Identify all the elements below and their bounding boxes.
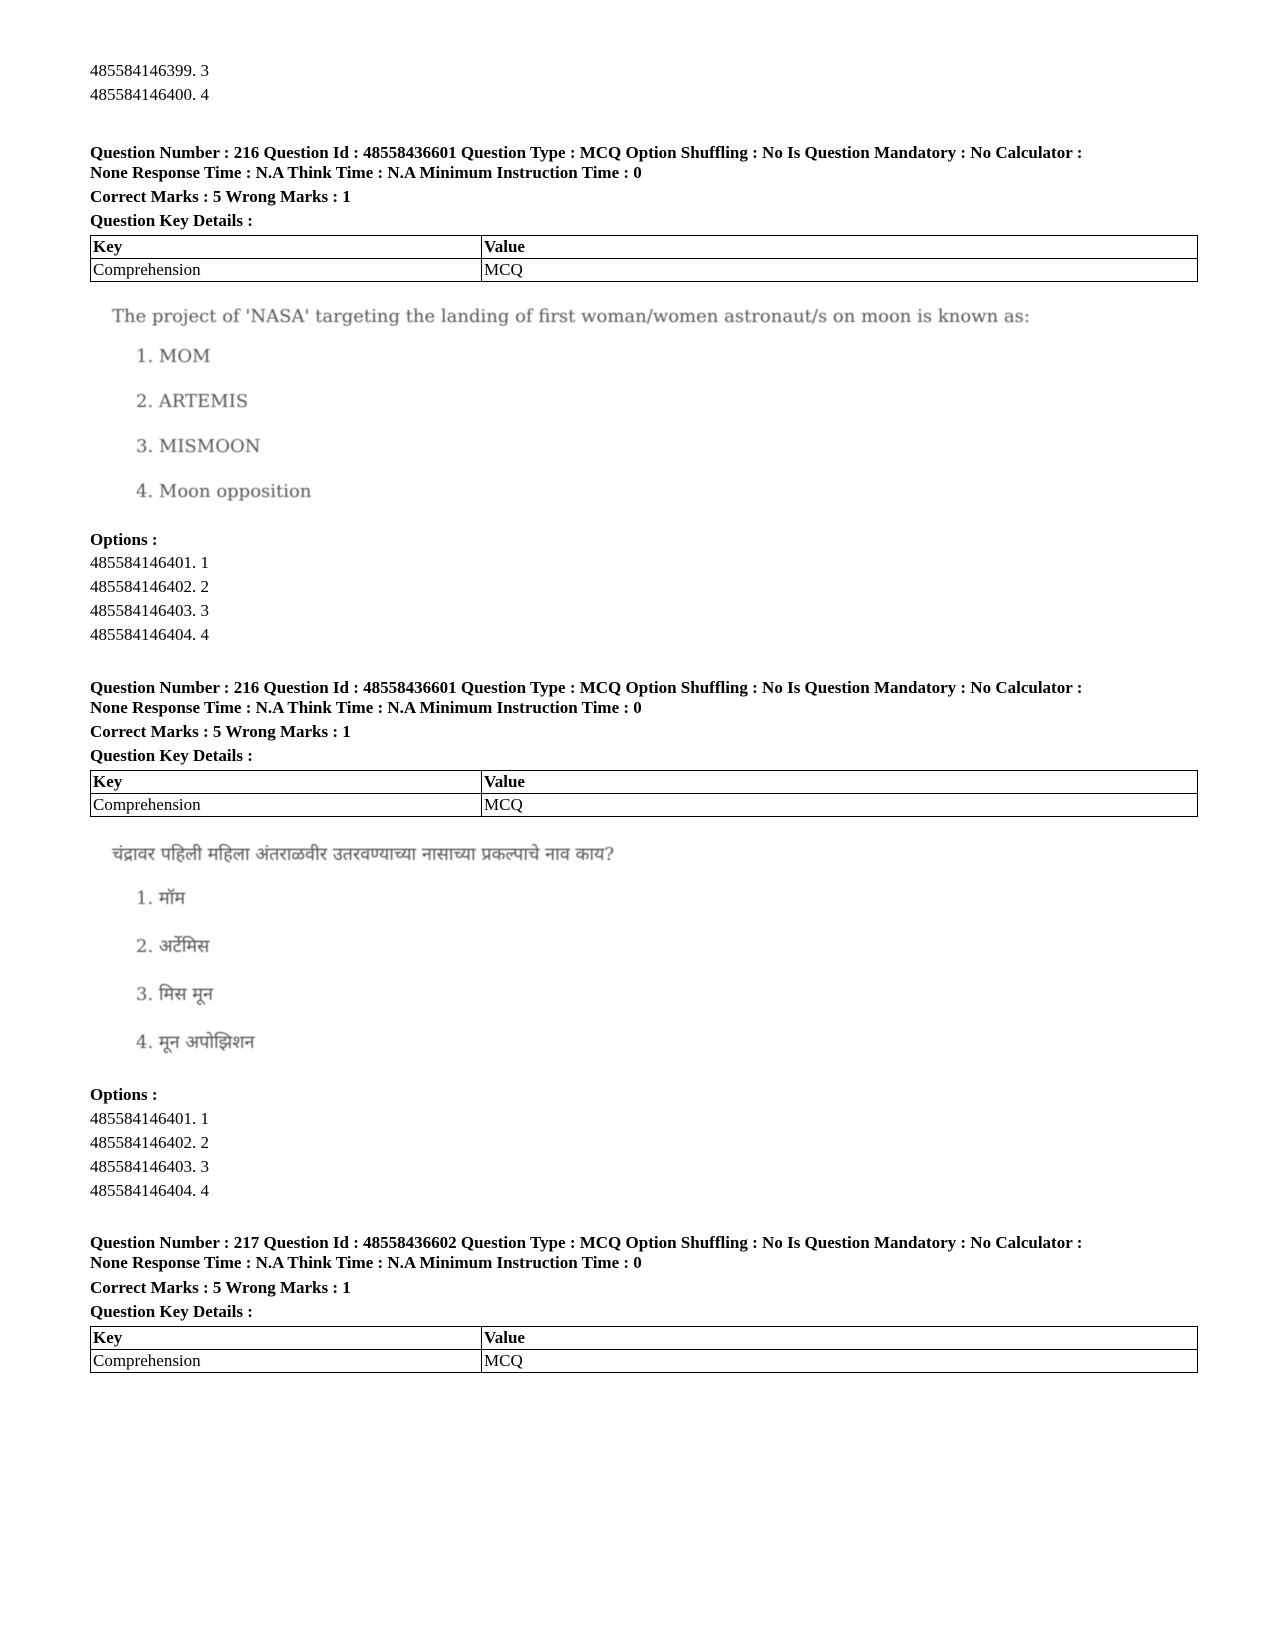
question-meta — [90, 143, 1200, 183]
question-meta-line1: Question Number : 217 Question Id : 48558436602 Question Type : MCQ Option Shuffling : No Is Question Mandatory : No Calculator : — [90, 1233, 1083, 1252]
question-key-table — [90, 235, 1198, 282]
question-meta — [90, 1233, 1200, 1273]
option-line: 485584146404. 4 — [90, 625, 209, 644]
option-line: 485584146404. 4 — [90, 1181, 209, 1200]
marks-line: Correct Marks : 5 Wrong Marks : 1 — [90, 187, 351, 206]
choice-item: 1. MOM — [136, 346, 211, 367]
key-details-label: Question Key Details : — [90, 746, 253, 765]
value-cell: MCQ — [482, 1350, 1198, 1373]
value-header: Value — [482, 236, 1198, 259]
question-meta-line2: None Response Time : N.A Think Time : N.A Minimum Instruction Time : 0 — [90, 1253, 642, 1272]
question-key-table — [90, 1326, 1198, 1373]
value-cell: MCQ — [482, 259, 1198, 282]
choice-item: 4. मून अपोझिशन — [136, 1032, 255, 1053]
choice-item: 4. Moon opposition — [136, 481, 312, 502]
question-meta-line1: Question Number : 216 Question Id : 48558436601 Question Type : MCQ Option Shuffling : No Is Question Mandatory : No Calculator : — [90, 678, 1083, 697]
options-label: Options : — [90, 1085, 158, 1104]
key-cell: Comprehension — [91, 1350, 482, 1373]
question-text: The project of 'NASA' targeting the landing of first woman/women astronaut/s on moon is known as: — [112, 306, 1030, 327]
value-header: Value — [482, 771, 1198, 794]
key-cell: Comprehension — [91, 259, 482, 282]
marks-line: Correct Marks : 5 Wrong Marks : 1 — [90, 1278, 351, 1297]
key-header: Key — [91, 1327, 482, 1350]
question-meta-line1: Question Number : 216 Question Id : 48558436601 Question Type : MCQ Option Shuffling : No Is Question Mandatory : No Calculator : — [90, 143, 1083, 162]
choice-item: 2. अर्टेमिस — [136, 936, 210, 957]
option-line: 485584146401. 1 — [90, 1109, 209, 1128]
choice-item: 3. मिस मून — [136, 984, 213, 1005]
key-cell: Comprehension — [91, 794, 482, 817]
options-label: Options : — [90, 530, 158, 549]
choice-item: 3. MISMOON — [136, 436, 261, 457]
option-line: 485584146399. 3 — [90, 61, 209, 80]
question-image — [112, 305, 1030, 502]
question-meta-line2: None Response Time : N.A Think Time : N.A Minimum Instruction Time : 0 — [90, 698, 642, 717]
option-line: 485584146403. 3 — [90, 601, 209, 620]
question-meta-line2: None Response Time : N.A Think Time : N.A Minimum Instruction Time : 0 — [90, 163, 642, 182]
value-header: Value — [482, 1327, 1198, 1350]
option-line: 485584146401. 1 — [90, 553, 209, 572]
key-header: Key — [91, 236, 482, 259]
key-header: Key — [91, 771, 482, 794]
value-cell: MCQ — [482, 794, 1198, 817]
marks-line: Correct Marks : 5 Wrong Marks : 1 — [90, 722, 351, 741]
option-line: 485584146402. 2 — [90, 577, 209, 596]
question-image — [112, 843, 615, 1053]
question-key-table — [90, 770, 1198, 817]
key-details-label: Question Key Details : — [90, 211, 253, 230]
option-line: 485584146403. 3 — [90, 1157, 209, 1176]
choice-item: 1. मॉम — [136, 888, 186, 909]
choice-item: 2. ARTEMIS — [136, 391, 249, 412]
question-meta — [90, 678, 1200, 718]
key-details-label: Question Key Details : — [90, 1302, 253, 1321]
option-line: 485584146400. 4 — [90, 85, 209, 104]
question-text: चंद्रावर पहिली महिला अंतराळवीर उतरवण्याच्या नासाच्या प्रकल्पाचे नाव काय? — [112, 844, 615, 865]
option-line: 485584146402. 2 — [90, 1133, 209, 1152]
